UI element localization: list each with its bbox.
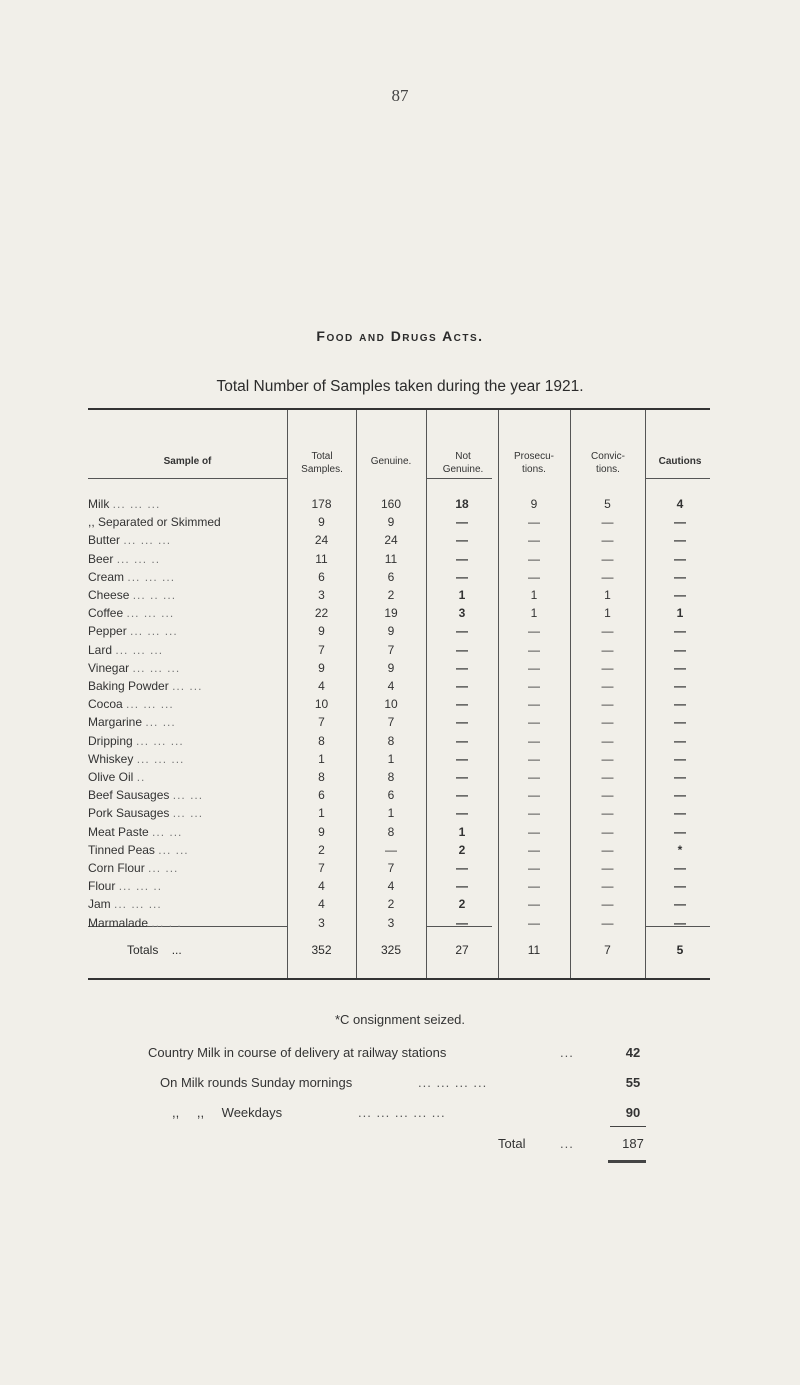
cell-genuine: 8 [387, 825, 395, 839]
cell-prosecutions: — [528, 788, 540, 802]
cell-convictions: — [601, 515, 614, 529]
table-row [0, 552, 800, 572]
cell-convictions: — [601, 788, 614, 802]
cell-cautions: — [674, 734, 686, 748]
cell-total: 6 [318, 570, 325, 584]
sample-name: Tinned Peas ... ... [88, 843, 189, 857]
table-row [0, 879, 800, 899]
cell-prosecutions: — [528, 643, 540, 657]
sample-name: Coffee ... ... ... [88, 606, 175, 620]
cell-total: 7 [318, 643, 325, 657]
milk-line-stations [148, 1045, 668, 1065]
cell-genuine: 8 [387, 770, 395, 784]
leader-dots: ... ... ... [114, 897, 162, 911]
cell-prosecutions: — [528, 679, 540, 693]
cell-not-genuine: — [456, 570, 468, 584]
cell-total: 7 [318, 861, 325, 875]
sample-name: Pepper ... ... ... [88, 624, 178, 638]
cell-not-genuine: 1 [458, 825, 466, 839]
cell-convictions: — [601, 624, 614, 638]
milk-line-dots: ... ... ... ... ... [358, 1105, 446, 1120]
leader-dots: ... ... ... [130, 624, 178, 638]
cell-convictions: — [601, 697, 614, 711]
header-prosecutions: Prosecu- tions. [513, 451, 554, 475]
cell-genuine: 1 [387, 806, 395, 820]
cell-total: 4 [318, 897, 325, 911]
cell-total: 178 [311, 497, 332, 511]
cell-genuine: 10 [384, 697, 398, 711]
cell-convictions: — [601, 825, 614, 839]
sample-name: Baking Powder ... ... [88, 679, 203, 693]
leader-dots: ... ... ... [127, 570, 176, 584]
sample-name: Pork Sausages ... ... [88, 806, 204, 820]
cell-not-genuine: — [456, 552, 468, 566]
cell-genuine: — [385, 843, 397, 857]
leader-dots: ... ... ... [126, 697, 174, 711]
milk-line-value: 55 [625, 1075, 641, 1090]
cell-cautions: — [674, 570, 686, 584]
cell-convictions: 1 [604, 588, 611, 602]
milk-total-rule [610, 1126, 646, 1127]
cell-genuine: 19 [384, 606, 398, 620]
cell-convictions: — [601, 897, 614, 911]
totals-not-genuine: 27 [455, 943, 469, 957]
cell-total: 9 [318, 624, 325, 638]
cell-prosecutions: — [528, 552, 540, 566]
cell-cautions: — [674, 879, 686, 893]
cell-genuine: 8 [387, 734, 395, 748]
cell-convictions: — [601, 643, 614, 657]
cell-prosecutions: — [528, 806, 540, 820]
cell-not-genuine: — [456, 715, 468, 729]
cell-prosecutions: — [528, 515, 540, 529]
cell-genuine: 4 [387, 879, 395, 893]
milk-line-text: ,, ,, Weekdays [172, 1105, 283, 1120]
table-row [0, 861, 800, 881]
cell-cautions: — [674, 643, 686, 657]
cell-total: 8 [318, 770, 325, 784]
cell-cautions: 1 [676, 606, 684, 620]
cell-convictions: — [601, 916, 614, 930]
cell-genuine: 4 [387, 679, 395, 693]
cell-genuine: 2 [387, 897, 395, 911]
leader-dots: ... ... .. [118, 879, 163, 893]
leader-dots: ... ... [148, 861, 179, 875]
sample-name: Beer ... ... .. [88, 552, 161, 566]
milk-line-text: On Milk rounds Sunday mornings [160, 1075, 353, 1090]
cell-prosecutions: — [528, 697, 540, 711]
page-title [0, 328, 800, 344]
sample-name: Vinegar ... ... ... [88, 661, 181, 675]
cell-not-genuine: — [456, 788, 468, 802]
totals-label: Totals ... [127, 943, 182, 957]
table-row [0, 643, 800, 663]
cell-prosecutions: — [528, 843, 540, 857]
cell-genuine: 9 [387, 515, 395, 529]
cell-total: 11 [315, 552, 328, 566]
cell-cautions: * [677, 843, 683, 857]
leader-dots: ... ... ... [115, 643, 164, 657]
cell-total: 3 [318, 916, 325, 930]
sample-name: Flour ... ... .. [88, 879, 163, 893]
table-row [0, 752, 800, 772]
cell-genuine: 9 [387, 661, 395, 675]
sample-name: Olive Oil .. [88, 770, 146, 784]
totals-convictions: 7 [604, 943, 611, 957]
table-top-rule [88, 408, 710, 410]
cell-prosecutions: — [528, 752, 540, 766]
sample-name: Margarine ... ... [88, 715, 176, 729]
cell-not-genuine: — [456, 752, 468, 766]
leader-dots: ... ... ... [136, 734, 184, 748]
cell-total: 22 [314, 606, 329, 620]
totals-total: 352 [311, 943, 332, 957]
cell-cautions: — [674, 697, 686, 711]
leader-dots: ... .. ... [132, 588, 177, 602]
cell-prosecutions: 9 [530, 497, 538, 511]
table-row [0, 734, 800, 754]
cell-convictions: — [601, 843, 614, 857]
cell-cautions: — [674, 916, 686, 930]
table-row [0, 497, 800, 517]
milk-total-label: Total [498, 1136, 526, 1151]
cell-genuine: 3 [387, 916, 395, 930]
cell-convictions: — [601, 734, 614, 748]
cell-not-genuine: — [456, 770, 468, 784]
milk-line-text: Country Milk in course of delivery at railway stations [148, 1045, 447, 1060]
cell-total: 8 [318, 734, 325, 748]
cell-not-genuine: — [456, 643, 468, 657]
cell-total: 4 [318, 879, 325, 893]
cell-convictions: — [601, 879, 614, 893]
cell-not-genuine: — [456, 661, 468, 675]
cell-not-genuine: — [456, 734, 468, 748]
totals-genuine: 325 [380, 943, 402, 957]
cell-not-genuine: 2 [458, 897, 466, 911]
cell-prosecutions: — [528, 624, 540, 638]
cell-genuine: 7 [387, 643, 395, 657]
cell-genuine: 6 [387, 788, 395, 802]
table-row [0, 606, 800, 626]
cell-total: 2 [318, 843, 325, 857]
header-genuine: Genuine. [370, 456, 412, 467]
cell-genuine: 6 [387, 570, 395, 584]
header-total-samples: Total Samples. [301, 451, 343, 475]
sample-name: Cocoa ... ... ... [88, 697, 174, 711]
cell-prosecutions: 1 [530, 588, 538, 602]
sample-name: Jam ... ... ... [88, 897, 162, 911]
cell-not-genuine: — [456, 697, 468, 711]
leader-dots: ... ... [158, 843, 189, 857]
cell-cautions: — [674, 679, 686, 693]
cell-total: 3 [318, 588, 325, 602]
cell-not-genuine: — [456, 861, 468, 875]
cell-total: 6 [318, 788, 325, 802]
milk-line-dots: ... ... ... ... [418, 1075, 488, 1090]
cell-prosecutions: — [528, 770, 540, 784]
cell-genuine: 24 [384, 533, 398, 547]
cell-prosecutions: — [528, 734, 540, 748]
cell-cautions: — [674, 861, 686, 875]
page-number: 87 [391, 86, 409, 105]
cell-convictions: — [601, 552, 614, 566]
title-text: Food and Drugs Acts. [316, 328, 484, 344]
cell-not-genuine: — [456, 515, 468, 529]
cell-total: 9 [318, 825, 325, 839]
cell-cautions: — [674, 533, 686, 547]
table-row [0, 588, 800, 608]
sample-name: ,, Separated or Skimmed [88, 515, 221, 529]
cell-convictions: — [601, 533, 614, 547]
cell-not-genuine: 2 [458, 843, 466, 857]
cell-genuine: 11 [384, 552, 398, 566]
cell-total: 4 [318, 679, 325, 693]
cell-convictions: — [601, 861, 614, 875]
table-row [0, 843, 800, 863]
cell-convictions: — [601, 770, 614, 784]
cell-prosecutions: — [528, 661, 540, 675]
table-row [0, 679, 800, 699]
milk-line-value: 42 [625, 1045, 641, 1060]
table-row [0, 624, 800, 644]
header-convictions: Convic- tions. [591, 451, 625, 475]
cell-not-genuine: — [456, 806, 468, 820]
milk-line-dots: ... [560, 1045, 574, 1060]
cell-total: 9 [318, 661, 325, 675]
header-not-genuine: Not Genuine. [442, 451, 484, 475]
cell-prosecutions: — [528, 897, 540, 911]
leader-dots: .. [136, 770, 146, 784]
cell-convictions: — [601, 661, 614, 675]
cell-cautions: 4 [676, 497, 684, 511]
leader-dots: ... ... [172, 679, 203, 693]
cell-prosecutions: — [528, 879, 540, 893]
cell-convictions: — [601, 752, 614, 766]
leader-dots: ... ... .. [116, 552, 161, 566]
table-row [0, 788, 800, 808]
milk-total-value: 187 [622, 1136, 644, 1151]
sample-name: Whiskey ... ... ... [88, 752, 185, 766]
milk-total-dots: ... [560, 1136, 574, 1151]
table-row [0, 570, 800, 590]
cell-convictions: 5 [604, 497, 611, 511]
cell-cautions: — [674, 897, 686, 911]
leader-dots: ... ... [145, 715, 176, 729]
cell-not-genuine: — [456, 533, 468, 547]
cell-convictions: — [601, 570, 614, 584]
sample-name: Cream ... ... ... [88, 570, 176, 584]
sample-name: Meat Paste ... ... [88, 825, 183, 839]
table-row [0, 515, 800, 535]
sample-name: Corn Flour ... ... [88, 861, 179, 875]
cell-cautions: — [674, 552, 686, 566]
cell-prosecutions: — [528, 570, 540, 584]
sample-name: Marmalade ... . . [88, 916, 182, 930]
table-row [0, 697, 800, 717]
leader-dots: ... . . [151, 916, 182, 930]
cell-not-genuine: 1 [458, 588, 466, 602]
leader-dots: ... ... ... [123, 533, 172, 547]
cell-prosecutions: — [528, 861, 540, 875]
milk-line-value: 90 [625, 1105, 641, 1120]
leader-dots: ... ... ... [136, 752, 185, 766]
leader-dots: ... ... [172, 788, 204, 802]
leader-dots: ... ... [152, 825, 183, 839]
sample-name: Milk ... ... ... [88, 497, 161, 511]
cell-prosecutions: — [528, 916, 540, 930]
header-underline-1 [88, 478, 287, 479]
table-row [0, 715, 800, 735]
cell-cautions: — [674, 624, 686, 638]
header-sample-of: Sample of [163, 456, 212, 467]
totals-cautions: 5 [676, 943, 684, 957]
cell-prosecutions: 1 [530, 606, 538, 620]
cell-not-genuine: 18 [455, 497, 469, 511]
milk-total-line [148, 1136, 668, 1156]
cell-genuine: 2 [387, 588, 395, 602]
cell-convictions: — [601, 715, 614, 729]
leader-dots: ... ... ... [132, 661, 181, 675]
cell-prosecutions: — [528, 533, 540, 547]
table-row [0, 806, 800, 826]
cell-cautions: — [674, 715, 686, 729]
cell-cautions: — [674, 825, 686, 839]
table-row [0, 770, 800, 790]
cell-not-genuine: — [456, 679, 468, 693]
cell-not-genuine: — [456, 916, 468, 930]
sample-name: Dripping ... ... ... [88, 734, 184, 748]
cell-genuine: 7 [387, 861, 395, 875]
cell-genuine: 7 [387, 715, 395, 729]
table-row [0, 825, 800, 845]
cell-cautions: — [674, 661, 686, 675]
cell-total: 9 [318, 515, 325, 529]
table-row [0, 661, 800, 681]
leader-dots: ... ... ... [126, 606, 175, 620]
cell-genuine: 9 [387, 624, 395, 638]
cell-genuine: 1 [387, 752, 395, 766]
table-row [0, 916, 800, 936]
cell-total: 1 [318, 752, 325, 766]
milk-line-weekdays [148, 1105, 668, 1125]
cell-convictions: 1 [604, 606, 611, 620]
cell-not-genuine: — [456, 624, 468, 638]
cell-cautions: — [674, 752, 686, 766]
cell-total: 24 [314, 533, 329, 547]
cell-not-genuine: — [456, 879, 468, 893]
cell-cautions: — [674, 515, 686, 529]
cell-genuine: 160 [380, 497, 402, 511]
sample-name: Cheese ... .. ... [88, 588, 177, 602]
table-subtitle: Total Number of Samples taken during the year 1921. [216, 378, 584, 395]
cell-cautions: — [674, 806, 686, 820]
table-row [0, 897, 800, 917]
sample-name: Beef Sausages ... ... [88, 788, 204, 802]
cell-cautions: — [674, 588, 686, 602]
sample-name: Butter ... ... ... [88, 533, 172, 547]
cell-total: 10 [314, 697, 329, 711]
cell-cautions: — [674, 770, 686, 784]
cell-total: 7 [318, 715, 325, 729]
sample-name: Lard ... ... ... [88, 643, 164, 657]
leader-dots: ... ... ... [112, 497, 161, 511]
footnote: *C onsignment seized. [334, 1012, 466, 1027]
milk-line-sunday [148, 1075, 668, 1095]
cell-cautions: — [674, 788, 686, 802]
header-underline-3 [645, 478, 710, 479]
leader-dots: ... ... [172, 806, 204, 820]
milk-total-double-rule [608, 1160, 646, 1163]
totals-prosecutions: 11 [527, 943, 541, 957]
cell-prosecutions: — [528, 715, 540, 729]
header-underline-2 [426, 478, 492, 479]
header-cautions: Cautions [658, 456, 702, 467]
table-bottom-rule [88, 978, 710, 980]
cell-prosecutions: — [528, 825, 540, 839]
cell-total: 1 [318, 806, 325, 820]
cell-not-genuine: 3 [458, 606, 466, 620]
cell-convictions: — [601, 679, 614, 693]
table-row [0, 533, 800, 553]
cell-convictions: — [601, 806, 614, 820]
